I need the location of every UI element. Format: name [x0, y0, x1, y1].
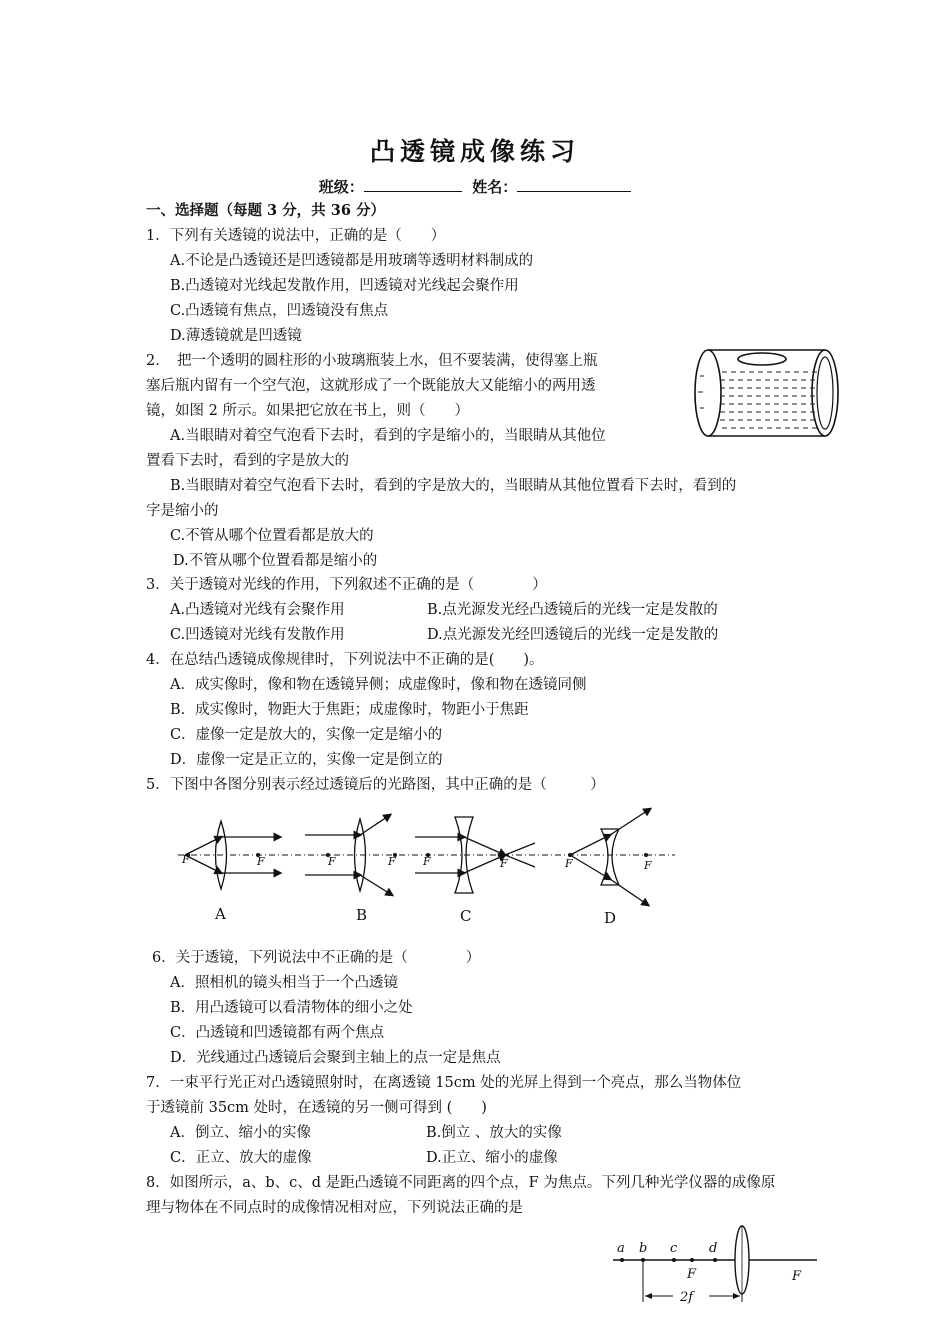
focus-label: F — [423, 855, 431, 868]
q6-option-d: D．光线通过凸透镜后会聚到主轴上的点一定是焦点 — [170, 1050, 501, 1066]
q3-option-c: C.凹透镜对光线有发散作用 — [170, 627, 345, 643]
q1-option-a: A.不论是凸透镜还是凹透镜都是用玻璃等透明材料制成的 — [170, 253, 534, 269]
q2-stem-line1: 2． 把一个透明的圆柱形的小玻璃瓶装上水，但不要装满，使得塞上瓶 — [146, 353, 598, 369]
q2-option-b-line1: B.当眼睛对着空气泡看下去时，看到的字是放大的，当眼睛从其他位置看下去时，看到的 — [170, 478, 737, 494]
focus-label: F — [500, 857, 508, 870]
q1-option-c: C.凸透镜有焦点，凹透镜没有焦点 — [170, 303, 389, 319]
q7-stem-line2: 于透镜前 35cm 处时，在透镜的另一侧可得到 ( ) — [146, 1100, 487, 1116]
focus-label: F — [328, 855, 336, 868]
bottle-lens-figure — [690, 342, 845, 442]
focus-label-left: F — [687, 1267, 697, 1282]
focus-label: F — [257, 855, 265, 868]
section-heading: 一、选择题（每题 3 分，共 36 分） — [146, 202, 385, 219]
focus-label-right: F — [792, 1269, 802, 1284]
q2-stem-line2: 塞后瓶内留有一个空气泡，这就形成了一个既能放大又能缩小的两用透 — [146, 378, 596, 394]
q7-option-d: D.正立、缩小的虚像 — [426, 1150, 558, 1166]
q6-stem: 6．关于透镜，下列说法中不正确的是（ ） — [152, 950, 481, 966]
focus-label: F — [644, 859, 652, 872]
diagram-d — [570, 809, 650, 905]
q1-option-d: D.薄透镜就是凹透镜 — [170, 328, 302, 344]
class-name-line — [0, 176, 950, 197]
q4-option-d: D．虚像一定是正立的，实像一定是倒立的 — [170, 752, 443, 768]
focus-label: F — [182, 853, 190, 866]
q4-option-a: A．成实像时，像和物在透镜异侧；成虚像时，像和物在透镜同侧 — [170, 677, 587, 693]
q3-option-a: A.凸透镜对光线有会聚作用 — [170, 602, 345, 618]
diagram-label-c: C — [460, 907, 472, 925]
q6-option-b: B．用凸透镜可以看清物体的细小之处 — [170, 1000, 413, 1016]
q5-stem: 5．下图中各图分别表示经过透镜后的光路图，其中正确的是（ ） — [146, 777, 605, 793]
q7-stem-line1: 7．一束平行光正对凸透镜照射时，在离透镜 15cm 处的光屏上得到一个亮点，那么当物体位 — [146, 1075, 742, 1091]
q4-option-c: C．虚像一定是放大的，实像一定是缩小的 — [170, 727, 443, 743]
q1-option-b: B.凸透镜对光线起发散作用，凹透镜对光线起会聚作用 — [170, 278, 519, 294]
focus-label: F — [565, 857, 573, 870]
point-d-label: d — [709, 1241, 718, 1256]
point-c-label: c — [670, 1241, 678, 1256]
class-label: 班级： — [318, 178, 364, 196]
q8-stem-line2: 理与物体在不同点时的成像情况相对应，下列说法正确的是 — [146, 1200, 523, 1216]
q7-option-b: B.倒立 、放大的实像 — [426, 1125, 562, 1141]
diagram-label-b: B — [356, 906, 368, 924]
light-path-diagrams — [170, 805, 690, 930]
point-a-label: a — [617, 1241, 625, 1256]
q7-option-c: C．正立、放大的虚像 — [170, 1150, 312, 1166]
q1-stem: 1．下列有关透镜的说法中，正确的是（ ） — [146, 228, 446, 244]
q3-option-b: B.点光源发光经凸透镜后的光线一定是发散的 — [427, 602, 718, 618]
point-b-label: b — [639, 1241, 648, 1256]
lens-points-figure — [605, 1222, 827, 1308]
q2-option-c: C.不管从哪个位置看都是放大的 — [170, 528, 374, 544]
q4-stem: 4．在总结凸透镜成像规律时，下列说法中不正确的是( )。 — [146, 652, 544, 668]
q3-stem: 3．关于透镜对光线的作用，下列叙述不正确的是（ ） — [146, 577, 547, 593]
q3-option-d: D.点光源发光经凹透镜后的光线一定是发散的 — [427, 627, 719, 643]
focus-label: F — [388, 855, 396, 868]
q2-option-a-line1: A.当眼睛对着空气泡看下去时，看到的字是缩小的，当眼睛从其他位 — [170, 428, 606, 444]
q6-option-c: C．凸透镜和凹透镜都有两个焦点 — [170, 1025, 385, 1041]
q2-option-d: D.不管从哪个位置看都是缩小的 — [173, 553, 378, 569]
q2-option-a-line2: 置看下去时，看到的字是放大的 — [146, 453, 349, 469]
page-title: 凸透镜成像练习 — [369, 137, 580, 166]
diagram-label-a: A — [215, 905, 226, 923]
q4-option-b: B．成实像时，物距大于焦距；成虚像时，物距小于焦距 — [170, 702, 529, 718]
q7-option-a: A．倒立、缩小的实像 — [170, 1125, 311, 1141]
q6-option-a: A．照相机的镜头相当于一个凸透镜 — [170, 975, 398, 991]
diagram-label-d: D — [604, 909, 617, 927]
q2-option-b-line2: 字是缩小的 — [146, 503, 219, 519]
q8-stem-line1: 8．如图所示，a、b、c、d 是距凸透镜不同距离的四个点，F 为焦点。下列几种光学仪器的成像原 — [146, 1175, 776, 1191]
name-blank[interactable] — [517, 177, 631, 192]
name-label: 姓名： — [472, 178, 518, 196]
q2-stem-line3: 镜，如图 2 所示。如果把它放在书上，则（ ） — [146, 403, 469, 419]
class-blank[interactable] — [364, 177, 462, 192]
two-f-label: 2f — [680, 1290, 694, 1305]
